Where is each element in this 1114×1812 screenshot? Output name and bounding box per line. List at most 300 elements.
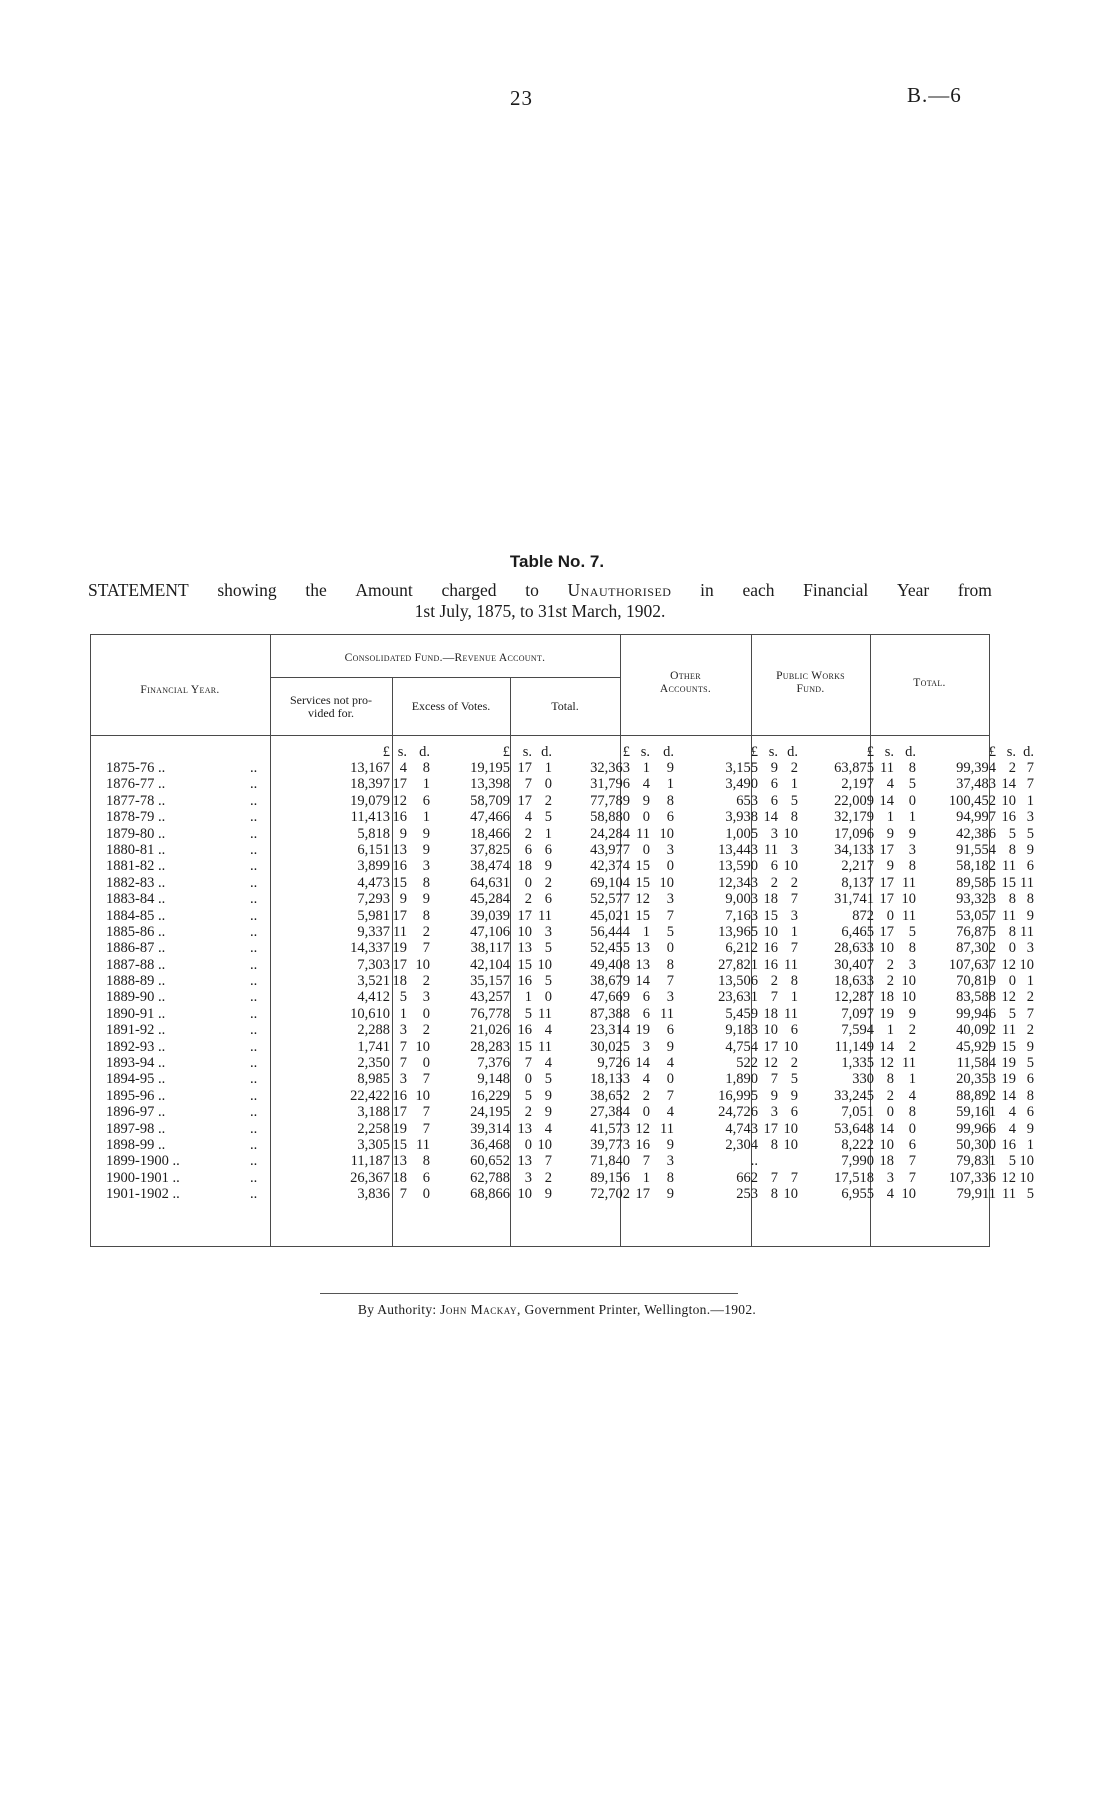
services-cell: 16 bbox=[392, 1087, 407, 1104]
consolidated-total-cell: 4 bbox=[666, 1055, 674, 1072]
header-total: Total. bbox=[913, 677, 946, 689]
excess-cell: 0 bbox=[544, 776, 552, 793]
consolidated-total-cell: 1 bbox=[642, 923, 650, 940]
services-cell: 3,836 bbox=[357, 1186, 390, 1203]
public-works-cell: 30,407 bbox=[834, 956, 874, 973]
header-other-accounts bbox=[620, 670, 751, 696]
excess-cell: 2 bbox=[544, 1169, 552, 1186]
grand-total-cell: 8 bbox=[1026, 1087, 1034, 1104]
public-works-cell: 330 bbox=[852, 1071, 874, 1088]
public-works-cell: 10 bbox=[879, 940, 894, 957]
other-accounts-cell: 1,890 bbox=[725, 1071, 758, 1088]
excess-cell: 0 bbox=[544, 989, 552, 1006]
other-accounts-cell: 2,304 bbox=[725, 1136, 758, 1153]
leader-dots: .. bbox=[250, 1022, 258, 1039]
table-row bbox=[90, 1005, 1034, 1022]
services-cell: 17 bbox=[392, 776, 407, 793]
consolidated-total-cell: 43,977 bbox=[590, 841, 630, 858]
excess-cell: 60,652 bbox=[470, 1153, 510, 1170]
consolidated-total-cell: 24,284 bbox=[590, 825, 630, 842]
consolidated-total-cell: 42,374 bbox=[590, 858, 630, 875]
public-works-cell: 872 bbox=[852, 907, 874, 924]
grand-total-cell: 53,057 bbox=[956, 907, 996, 924]
grand-total-cell: 87,302 bbox=[956, 940, 996, 957]
financial-year-cell: 1889-90 .. bbox=[106, 989, 166, 1006]
grand-total-cell: 10 bbox=[1001, 792, 1016, 809]
leader-dots: .. bbox=[250, 1136, 258, 1153]
consolidated-total-cell: 77,789 bbox=[590, 792, 630, 809]
unit-label: d. bbox=[787, 744, 798, 760]
services-cell: 0 bbox=[422, 1055, 430, 1072]
other-accounts-cell: 2 bbox=[790, 874, 798, 891]
excess-cell: 4 bbox=[544, 1055, 552, 1072]
public-works-cell: 19 bbox=[879, 1005, 894, 1022]
leader-dots: .. bbox=[250, 1120, 258, 1137]
grand-total-cell: 3 bbox=[1026, 809, 1034, 826]
grand-total-cell: 16 bbox=[1001, 809, 1016, 826]
services-cell: 2 bbox=[422, 1022, 430, 1039]
unit-label: s. bbox=[884, 744, 894, 760]
excess-cell: 10 bbox=[537, 1136, 552, 1153]
leader-dots: .. bbox=[250, 1104, 258, 1121]
excess-cell: 1 bbox=[524, 989, 532, 1006]
grand-total-cell: 79,831 bbox=[956, 1153, 996, 1170]
consolidated-total-cell: 12 bbox=[635, 891, 650, 908]
consolidated-total-cell: 11 bbox=[660, 1120, 674, 1137]
excess-cell: 17 bbox=[517, 907, 532, 924]
excess-cell: 76,778 bbox=[470, 1005, 510, 1022]
grand-total-cell: 9 bbox=[1026, 1038, 1034, 1055]
table-body bbox=[90, 760, 1034, 1203]
financial-year-cell: 1901-1902 .. bbox=[106, 1186, 180, 1203]
unit-label: s. bbox=[640, 744, 650, 760]
grand-total-cell: 11 bbox=[1002, 858, 1016, 875]
services-cell: 4,412 bbox=[357, 989, 390, 1006]
consolidated-total-cell: 9 bbox=[642, 792, 650, 809]
public-works-cell: 7,990 bbox=[841, 1153, 874, 1170]
leader-dots: .. bbox=[250, 809, 258, 826]
statement-word: Year bbox=[896, 580, 930, 600]
services-cell: 6 bbox=[422, 1169, 430, 1186]
services-cell: 15 bbox=[392, 874, 407, 891]
financial-year-cell: 1882-83 .. bbox=[106, 874, 166, 891]
excess-cell: 10 bbox=[517, 1186, 532, 1203]
units-row bbox=[90, 744, 1034, 760]
other-accounts-cell: 5 bbox=[790, 792, 798, 809]
public-works-cell: 10 bbox=[879, 1136, 894, 1153]
services-cell: 9 bbox=[399, 825, 407, 842]
public-works-cell: 7,594 bbox=[841, 1022, 874, 1039]
leader-dots: .. bbox=[250, 973, 258, 990]
table-row bbox=[90, 973, 1034, 990]
excess-cell: 43,257 bbox=[470, 989, 510, 1006]
public-works-cell: 17,096 bbox=[834, 825, 874, 842]
excess-cell: 39,314 bbox=[470, 1120, 510, 1137]
other-accounts-cell: 653 bbox=[736, 792, 758, 809]
grand-total-cell: 9 bbox=[1026, 841, 1034, 858]
footer-rule bbox=[320, 1293, 738, 1294]
header-public-line1: Public Works bbox=[776, 670, 845, 682]
excess-cell: 2 bbox=[524, 825, 532, 842]
public-works-cell: 7,097 bbox=[841, 1005, 874, 1022]
other-accounts-cell: 11 bbox=[764, 841, 778, 858]
consolidated-total-cell: 47,669 bbox=[590, 989, 630, 1006]
excess-cell: 21,026 bbox=[470, 1022, 510, 1039]
public-works-cell: 4 bbox=[886, 1186, 894, 1203]
financial-year-cell: 1883-84 .. bbox=[106, 891, 166, 908]
table-row bbox=[90, 1169, 1034, 1186]
public-works-cell: 1 bbox=[886, 809, 894, 826]
public-works-cell: 18 bbox=[879, 989, 894, 1006]
public-works-cell: 0 bbox=[886, 907, 894, 924]
excess-cell: 4 bbox=[524, 809, 532, 826]
public-works-cell: 6,955 bbox=[841, 1186, 874, 1203]
services-cell: 7 bbox=[399, 1038, 407, 1055]
statement-word: Amount bbox=[355, 580, 413, 600]
grand-total-cell: 99,946 bbox=[956, 1005, 996, 1022]
excess-cell: 9 bbox=[544, 1186, 552, 1203]
consolidated-total-cell: 0 bbox=[642, 841, 650, 858]
consolidated-total-cell: 4 bbox=[642, 1071, 650, 1088]
public-works-cell: 17 bbox=[879, 841, 894, 858]
public-works-cell: 5 bbox=[908, 923, 916, 940]
grand-total-cell: 93,323 bbox=[956, 891, 996, 908]
other-accounts-cell: .. bbox=[750, 1153, 758, 1170]
consolidated-total-cell: 10 bbox=[659, 825, 674, 842]
other-accounts-cell: 2 bbox=[790, 760, 798, 776]
other-accounts-cell: 17 bbox=[763, 1038, 778, 1055]
header-services-not-provided bbox=[270, 694, 392, 720]
excess-cell: 7,376 bbox=[477, 1055, 510, 1072]
financial-year-cell: 1887-88 .. bbox=[106, 956, 166, 973]
financial-year-cell: 1885-86 .. bbox=[106, 923, 166, 940]
other-accounts-cell: 16 bbox=[763, 940, 778, 957]
consolidated-total-cell: 4 bbox=[666, 1104, 674, 1121]
statement-word: the bbox=[305, 580, 327, 600]
excess-cell: 16 bbox=[517, 973, 532, 990]
services-cell: 11,413 bbox=[350, 809, 390, 826]
statement-word: Financial bbox=[803, 580, 869, 600]
other-accounts-cell: 24,726 bbox=[718, 1104, 758, 1121]
grand-total-cell: 12 bbox=[1001, 989, 1016, 1006]
services-cell: 22,422 bbox=[350, 1087, 390, 1104]
services-cell: 8 bbox=[422, 1153, 430, 1170]
consolidated-total-cell: 7 bbox=[666, 1087, 674, 1104]
statement-word: in bbox=[700, 580, 714, 600]
grand-total-cell: 0 bbox=[1008, 940, 1016, 957]
consolidated-total-cell: 0 bbox=[666, 1071, 674, 1088]
consolidated-total-cell: 9 bbox=[666, 760, 674, 776]
services-cell: 18 bbox=[392, 1169, 407, 1186]
grand-total-cell: 4 bbox=[1008, 1120, 1016, 1137]
other-accounts-cell: 11 bbox=[784, 956, 798, 973]
public-works-cell: 2 bbox=[886, 1087, 894, 1104]
header-consolidated-fund: Consolidated Fund.—Revenue Account. bbox=[344, 652, 546, 664]
excess-cell: 3 bbox=[544, 923, 552, 940]
grand-total-cell: 19 bbox=[1001, 1071, 1016, 1088]
consolidated-total-cell: 30,025 bbox=[590, 1038, 630, 1055]
other-accounts-cell: 10 bbox=[783, 1120, 798, 1137]
excess-cell: 3 bbox=[524, 1169, 532, 1186]
excess-cell: 1 bbox=[544, 825, 552, 842]
public-works-cell: 32,179 bbox=[834, 809, 874, 826]
grand-total-cell: 99,966 bbox=[956, 1120, 996, 1137]
financial-year-cell: 1880-81 .. bbox=[106, 841, 166, 858]
other-accounts-cell: 7 bbox=[770, 1169, 778, 1186]
excess-cell: 36,468 bbox=[470, 1136, 510, 1153]
public-works-cell: 18 bbox=[879, 1153, 894, 1170]
other-accounts-cell: 662 bbox=[736, 1169, 758, 1186]
consolidated-total-cell: 0 bbox=[642, 1104, 650, 1121]
public-works-cell: 10 bbox=[901, 989, 916, 1006]
excess-cell: 16,229 bbox=[470, 1087, 510, 1104]
public-works-cell: 11,149 bbox=[834, 1038, 874, 1055]
public-works-cell: 53,648 bbox=[834, 1120, 874, 1137]
services-cell: 5,981 bbox=[357, 907, 390, 924]
excess-cell: 0 bbox=[524, 874, 532, 891]
statement-word: STATEMENT bbox=[88, 580, 189, 600]
public-works-cell: 1 bbox=[886, 1022, 894, 1039]
consolidated-total-cell: 19 bbox=[635, 1022, 650, 1039]
consolidated-total-cell: 0 bbox=[642, 809, 650, 826]
other-accounts-cell: 15 bbox=[763, 907, 778, 924]
services-cell: 9 bbox=[422, 825, 430, 842]
consolidated-total-cell: 18,133 bbox=[590, 1071, 630, 1088]
consolidated-total-cell: 3 bbox=[666, 1153, 674, 1170]
services-cell: 17 bbox=[392, 1104, 407, 1121]
leader-dots: .. bbox=[250, 956, 258, 973]
statement-word: to bbox=[525, 580, 539, 600]
unit-label: £ bbox=[866, 744, 874, 760]
public-works-cell: 33,245 bbox=[834, 1087, 874, 1104]
public-works-cell: 2,197 bbox=[841, 776, 874, 793]
document-reference: B.—6 bbox=[907, 83, 962, 107]
table-row bbox=[90, 1104, 1034, 1121]
statement-table bbox=[90, 632, 1034, 1250]
consolidated-total-cell: 32,363 bbox=[590, 760, 630, 776]
services-cell: 13 bbox=[392, 1153, 407, 1170]
statement-word: showing bbox=[217, 580, 277, 600]
unit-label: d. bbox=[663, 744, 674, 760]
services-cell: 13 bbox=[392, 841, 407, 858]
grand-total-cell: 11 bbox=[1020, 874, 1034, 891]
other-accounts-cell: 12,343 bbox=[718, 874, 758, 891]
grand-total-cell: 50,300 bbox=[956, 1136, 996, 1153]
services-cell: 10 bbox=[415, 956, 430, 973]
excess-cell: 9,148 bbox=[477, 1071, 510, 1088]
leader-dots: .. bbox=[250, 760, 258, 776]
leader-dots: .. bbox=[250, 1055, 258, 1072]
grand-total-cell: 4 bbox=[1008, 1104, 1016, 1121]
consolidated-total-cell: 4 bbox=[642, 776, 650, 793]
header-public-works-fund bbox=[751, 670, 870, 696]
grand-total-cell: 6 bbox=[1026, 1104, 1034, 1121]
table-row bbox=[90, 1071, 1034, 1088]
table-row bbox=[90, 760, 1034, 776]
leader-dots: .. bbox=[250, 923, 258, 940]
other-accounts-cell: 3 bbox=[790, 907, 798, 924]
services-cell: 1,741 bbox=[357, 1038, 390, 1055]
public-works-cell: 8,222 bbox=[841, 1136, 874, 1153]
grand-total-cell: 107,637 bbox=[948, 956, 996, 973]
grand-total-cell: 15 bbox=[1001, 874, 1016, 891]
grand-total-cell: 37,483 bbox=[956, 776, 996, 793]
consolidated-total-cell: 8 bbox=[666, 956, 674, 973]
services-cell: 9,337 bbox=[357, 923, 390, 940]
other-accounts-cell: 4,743 bbox=[725, 1120, 758, 1137]
other-accounts-cell: 5,459 bbox=[725, 1005, 758, 1022]
other-accounts-cell: 18 bbox=[763, 1005, 778, 1022]
other-accounts-cell: 10 bbox=[783, 1186, 798, 1203]
financial-year-cell: 1897-98 .. bbox=[106, 1120, 166, 1137]
public-works-cell: 0 bbox=[908, 792, 916, 809]
consolidated-total-cell: 10 bbox=[659, 874, 674, 891]
consolidated-total-cell: 52,455 bbox=[590, 940, 630, 957]
header-services-line2: vided for. bbox=[308, 706, 354, 720]
grand-total-cell: 58,182 bbox=[956, 858, 996, 875]
services-cell: 18,397 bbox=[350, 776, 390, 793]
public-works-cell: 12,287 bbox=[834, 989, 874, 1006]
services-cell: 3 bbox=[422, 858, 430, 875]
services-cell: 7 bbox=[422, 1120, 430, 1137]
excess-cell: 9 bbox=[544, 858, 552, 875]
grand-total-cell: 3 bbox=[1026, 940, 1034, 957]
consolidated-total-cell: 9 bbox=[666, 1038, 674, 1055]
public-works-cell: 2 bbox=[908, 1038, 916, 1055]
services-cell: 16 bbox=[392, 858, 407, 875]
grand-total-cell: 5 bbox=[1008, 1005, 1016, 1022]
public-works-cell: 0 bbox=[908, 1120, 916, 1137]
printer-name: John Mackay, bbox=[440, 1302, 521, 1317]
services-cell: 9 bbox=[399, 891, 407, 908]
public-works-cell: 4 bbox=[908, 1087, 916, 1104]
other-accounts-cell: 9,183 bbox=[725, 1022, 758, 1039]
statement-word: Unauthorised bbox=[567, 580, 672, 600]
other-accounts-cell: 9 bbox=[770, 760, 778, 776]
consolidated-total-cell: 45,021 bbox=[590, 907, 630, 924]
consolidated-total-cell: 38,679 bbox=[590, 973, 630, 990]
grand-total-cell: 7 bbox=[1026, 776, 1034, 793]
other-accounts-cell: 522 bbox=[736, 1055, 758, 1072]
excess-cell: 17 bbox=[517, 792, 532, 809]
excess-cell: 64,631 bbox=[470, 874, 510, 891]
excess-cell: 24,195 bbox=[470, 1104, 510, 1121]
financial-year-cell: 1884-85 .. bbox=[106, 907, 166, 924]
consolidated-total-cell: 3 bbox=[666, 989, 674, 1006]
services-cell: 4,473 bbox=[357, 874, 390, 891]
table-row bbox=[90, 940, 1034, 957]
public-works-cell: 3 bbox=[886, 1169, 894, 1186]
grand-total-cell: 107,336 bbox=[948, 1169, 996, 1186]
grand-total-cell: 42,386 bbox=[956, 825, 996, 842]
header-public-line2: Fund. bbox=[796, 683, 825, 695]
unit-label: £ bbox=[988, 744, 996, 760]
other-accounts-cell: 3 bbox=[770, 1104, 778, 1121]
grand-total-cell: 10 bbox=[1019, 956, 1034, 973]
excess-cell: 19,195 bbox=[470, 760, 510, 776]
financial-year-cell: 1886-87 .. bbox=[106, 940, 166, 957]
grand-total-cell: 8 bbox=[1026, 891, 1034, 908]
table-row bbox=[90, 874, 1034, 891]
grand-total-cell: 5 bbox=[1008, 1153, 1016, 1170]
consolidated-total-cell: 14 bbox=[635, 973, 650, 990]
other-accounts-cell: 7 bbox=[790, 1169, 798, 1186]
other-accounts-cell: 6,212 bbox=[725, 940, 758, 957]
public-works-cell: 3 bbox=[908, 956, 916, 973]
consolidated-total-cell: 1 bbox=[666, 776, 674, 793]
consolidated-total-cell: 41,573 bbox=[590, 1120, 630, 1137]
consolidated-total-cell: 3 bbox=[642, 1038, 650, 1055]
services-cell: 9 bbox=[422, 841, 430, 858]
excess-cell: 13 bbox=[517, 1120, 532, 1137]
leader-dots: .. bbox=[250, 1087, 258, 1104]
consolidated-total-cell: 17 bbox=[635, 1186, 650, 1203]
financial-year-cell: 1899-1900 .. bbox=[106, 1153, 180, 1170]
unit-label: d. bbox=[905, 744, 916, 760]
table-row bbox=[90, 956, 1034, 973]
financial-year-cell: 1896-97 .. bbox=[106, 1104, 166, 1121]
public-works-cell: 34,133 bbox=[834, 841, 874, 858]
table-row bbox=[90, 1055, 1034, 1072]
grand-total-cell: 20,353 bbox=[956, 1071, 996, 1088]
other-accounts-cell: 3 bbox=[770, 825, 778, 842]
excess-cell: 7 bbox=[524, 776, 532, 793]
excess-cell: 11 bbox=[538, 1005, 552, 1022]
financial-year-cell: 1900-1901 .. bbox=[106, 1169, 180, 1186]
other-accounts-cell: 8 bbox=[790, 973, 798, 990]
excess-cell: 4 bbox=[544, 1022, 552, 1039]
header-services-line1: Services not pro- bbox=[290, 693, 372, 707]
financial-year-cell: 1898-99 .. bbox=[106, 1136, 166, 1153]
services-cell: 3 bbox=[399, 1071, 407, 1088]
financial-year-cell: 1878-79 .. bbox=[106, 809, 166, 826]
services-cell: 15 bbox=[392, 1136, 407, 1153]
table-row bbox=[90, 1022, 1034, 1039]
consolidated-total-cell: 58,880 bbox=[590, 809, 630, 826]
grand-total-cell: 2 bbox=[1026, 989, 1034, 1006]
printer-authority bbox=[0, 1302, 1114, 1318]
other-accounts-cell: 2 bbox=[770, 973, 778, 990]
consolidated-total-cell: 6 bbox=[666, 1022, 674, 1039]
unit-label: s. bbox=[768, 744, 778, 760]
public-works-cell: 7,051 bbox=[841, 1104, 874, 1121]
other-accounts-cell: 9 bbox=[790, 1087, 798, 1104]
grand-total-cell: 12 bbox=[1001, 1169, 1016, 1186]
other-accounts-cell: 10 bbox=[763, 923, 778, 940]
public-works-cell: 14 bbox=[879, 792, 894, 809]
consolidated-total-cell: 23,314 bbox=[590, 1022, 630, 1039]
header-total-consolidated: Total. bbox=[551, 699, 579, 713]
excess-cell: 47,106 bbox=[470, 923, 510, 940]
excess-cell: 0 bbox=[524, 1136, 532, 1153]
consolidated-total-cell: 9 bbox=[666, 1136, 674, 1153]
public-works-cell: 8,137 bbox=[841, 874, 874, 891]
grand-total-cell: 5 bbox=[1008, 825, 1016, 842]
grand-total-cell: 5 bbox=[1026, 1055, 1034, 1072]
other-accounts-cell: 4,754 bbox=[725, 1038, 758, 1055]
public-works-cell: 9 bbox=[886, 825, 894, 842]
grand-total-cell: 59,161 bbox=[956, 1104, 996, 1121]
unit-label: £ bbox=[382, 744, 390, 760]
grand-total-cell: 89,585 bbox=[956, 874, 996, 891]
grand-total-cell: 10 bbox=[1019, 1153, 1034, 1170]
excess-cell: 6 bbox=[544, 891, 552, 908]
public-works-cell: 22,009 bbox=[834, 792, 874, 809]
consolidated-total-cell: 16 bbox=[635, 1136, 650, 1153]
public-works-cell: 5 bbox=[908, 776, 916, 793]
other-accounts-cell: 23,631 bbox=[718, 989, 758, 1006]
services-cell: 0 bbox=[422, 1186, 430, 1203]
